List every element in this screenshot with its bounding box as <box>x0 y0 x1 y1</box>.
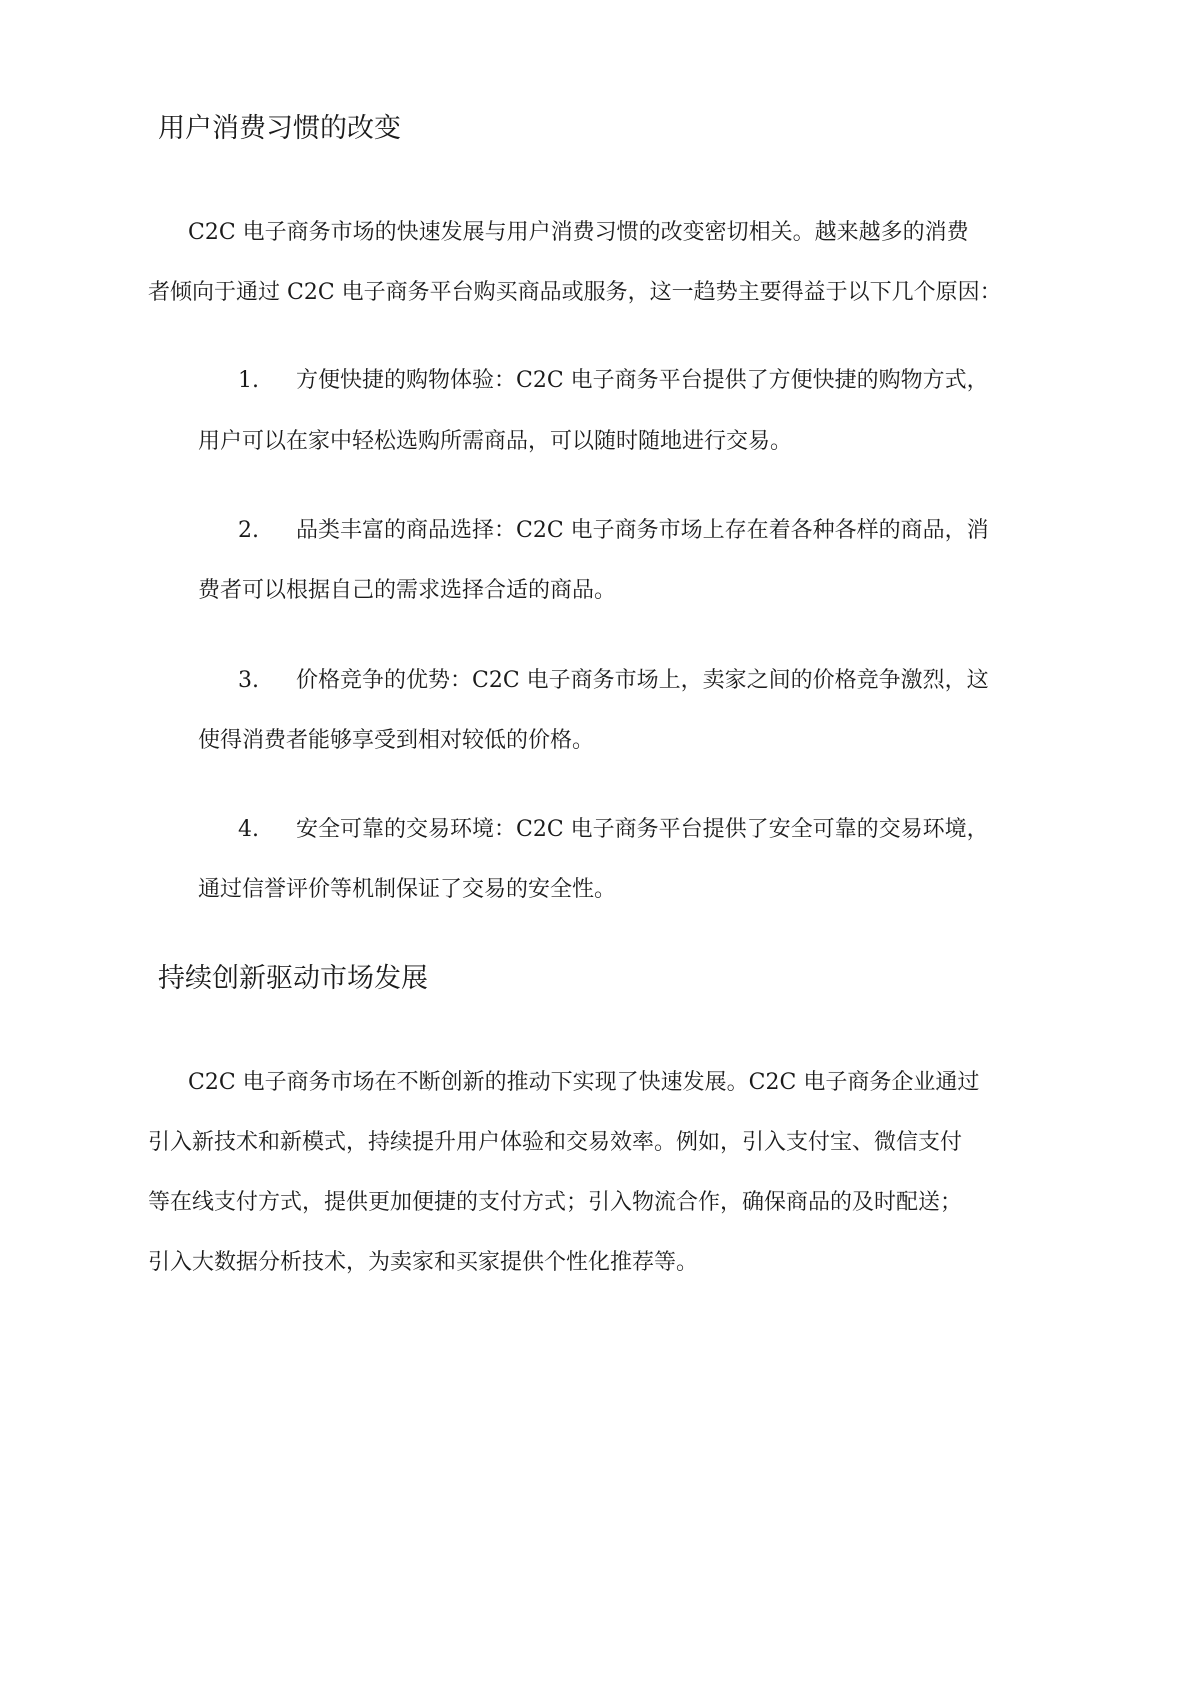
list-item-number: 4. <box>238 817 259 842</box>
list-item-number: 1. <box>238 368 259 393</box>
intro-paragraph-line-2: 者倾向于通过 C2C 电子商务平台购买商品或服务，这一趋势主要得益于以下几个原因： <box>148 280 1002 305</box>
intro-paragraph-line-1: C2C 电子商务市场的快速发展与用户消费习惯的改变密切相关。越来越多的消费 <box>188 220 969 245</box>
list-item-1-line-2: 用户可以在家中轻松选购所需商品，可以随时随地进行交易。 <box>198 429 793 454</box>
list-item-4-line-2: 通过信誉评价等机制保证了交易的安全性。 <box>198 877 617 902</box>
list-item-1-line-1 <box>238 366 989 396</box>
list-item-number: 3. <box>238 668 259 693</box>
list-item-4-line-1 <box>238 815 989 845</box>
list-item-3-line-2: 使得消费者能够享受到相对较低的价格。 <box>198 728 595 753</box>
section-heading-consumer-habits: 用户消费习惯的改变 <box>158 113 401 144</box>
list-item-text: 安全可靠的交易环境：C2C 电子商务平台提供了安全可靠的交易环境， <box>296 817 989 842</box>
list-item-2-line-2: 费者可以根据自己的需求选择合适的商品。 <box>198 578 617 603</box>
list-item-3-line-1 <box>238 666 989 696</box>
innovation-paragraph-line-3: 等在线支付方式，提供更加便捷的支付方式；引入物流合作，确保商品的及时配送； <box>148 1190 963 1215</box>
list-item-text: 价格竞争的优势：C2C 电子商务市场上，卖家之间的价格竞争激烈，这 <box>296 668 989 693</box>
list-item-text: 品类丰富的商品选择：C2C 电子商务市场上存在着各种各样的商品，消 <box>296 518 989 543</box>
list-item-number: 2. <box>238 518 259 543</box>
innovation-paragraph-line-1: C2C 电子商务市场在不断创新的推动下实现了快速发展。C2C 电子商务企业通过 <box>188 1070 980 1095</box>
section-heading-innovation: 持续创新驱动市场发展 <box>158 963 428 994</box>
list-item-2-line-1 <box>238 516 989 546</box>
innovation-paragraph-line-2: 引入新技术和新模式，持续提升用户体验和交易效率。例如，引入支付宝、微信支付 <box>148 1130 963 1155</box>
list-item-text: 方便快捷的购物体验：C2C 电子商务平台提供了方便快捷的购物方式， <box>296 368 989 393</box>
innovation-paragraph-line-4: 引入大数据分析技术，为卖家和买家提供个性化推荐等。 <box>148 1250 699 1275</box>
